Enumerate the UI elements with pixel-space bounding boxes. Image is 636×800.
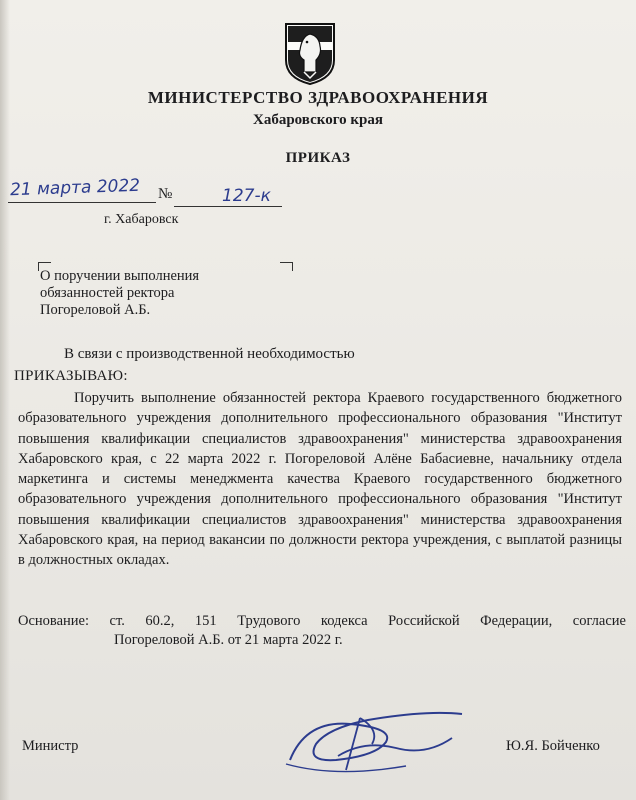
region-title: Хабаровского края: [253, 112, 383, 128]
order-keyword: ПРИКАЗЫВАЮ:: [14, 368, 128, 384]
basis-line: Погореловой А.Б. от 21 марта 2022 г.: [114, 632, 343, 648]
document-type: ПРИКАЗ: [285, 150, 351, 166]
handwritten-date: 21 марта 2022: [9, 175, 141, 201]
basis-line: Основание: ст. 60.2, 151 Трудового кодекса Российской Федерации, согласие: [18, 613, 626, 629]
subject-line: О поручении выполнения: [40, 268, 200, 284]
city: г. Хабаровск: [104, 212, 179, 227]
number-label: №: [158, 186, 173, 202]
subject-line: Погореловой А.Б.: [40, 302, 151, 318]
intro-text: В связи с производственной необходимостью: [64, 346, 355, 362]
number-underline: [174, 206, 282, 207]
handwritten-number: 127-к: [222, 186, 271, 206]
signature-icon: [276, 700, 476, 786]
subject-line: обязанностей ректора: [40, 285, 175, 301]
subject-block: [40, 268, 199, 319]
subject-bracket-right: [280, 262, 293, 271]
signer-position: Министр: [22, 738, 79, 754]
signer-name: Ю.Я. Бойченко: [506, 738, 600, 754]
date-underline: [8, 202, 156, 203]
coat-of-arms-icon: [282, 20, 338, 86]
ministry-title: МИНИСТЕРСТВО ЗДРАВООХРАНЕНИЯ: [147, 88, 489, 107]
basis-block: [18, 612, 626, 650]
order-paragraph: Поручить выполнение обязанностей ректора Краевого государственного бюджетного образовательного учреждения дополнительного профессионального образования "Институт повышения квалификации специалистов здравоохранения" министерства здравоохранения Хабаровского края, с 22 марта 2022 г. Погореловой Алёне Бабасиевне, начальнику отдела маркетинга и системы менеджмента качества Краевого государственного бюджетного образовательного учреждения дополнительного профессионального образования "Институт повышения квалификации специалистов здравоохранения" министерства здравоохранения Хабаровского края, на период вакансии по должности ректора учреждения, с выплатой разницы в должностных окладах.: [18, 390, 622, 569]
